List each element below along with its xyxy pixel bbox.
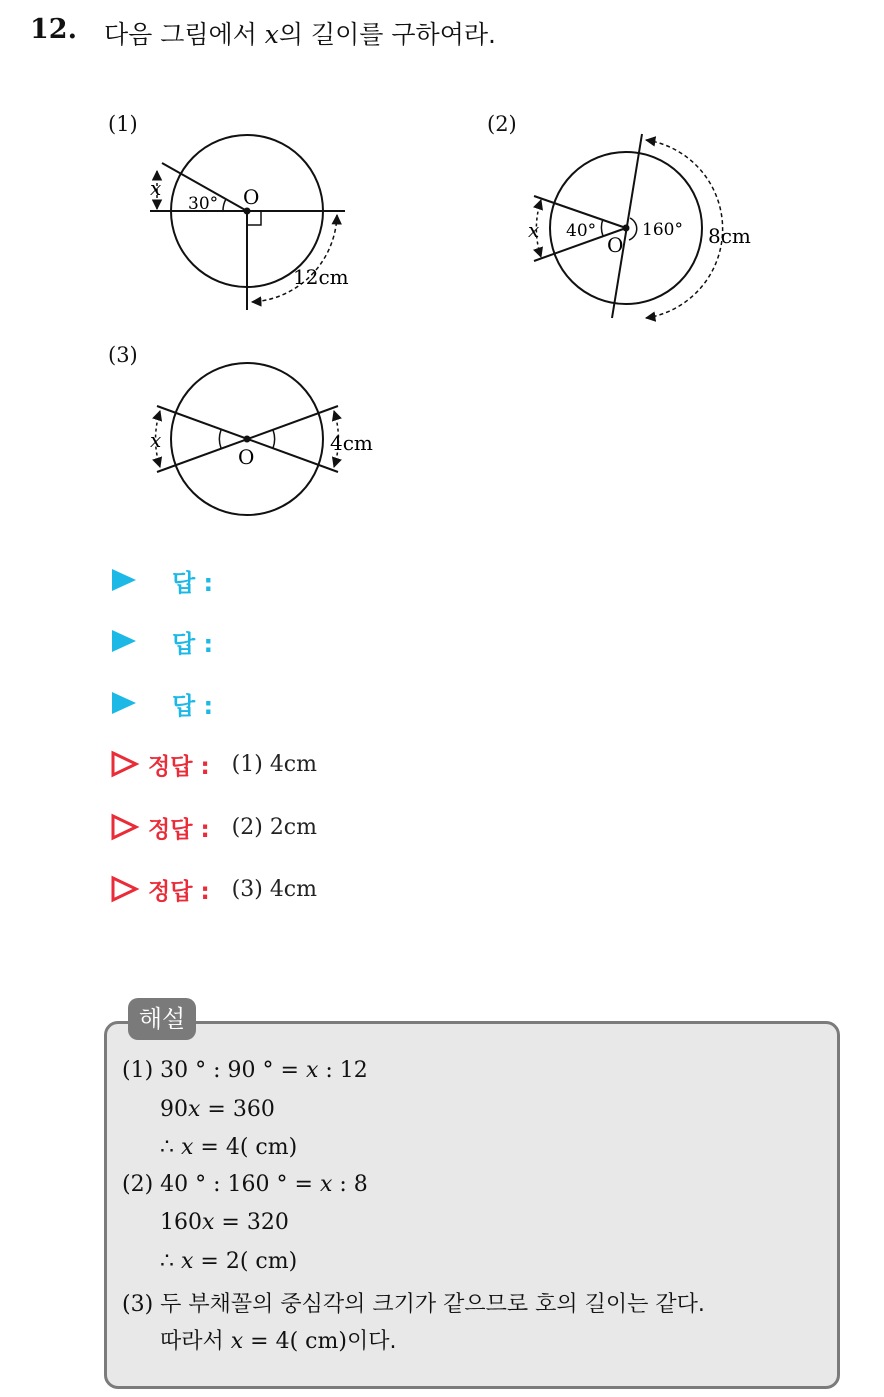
figure-2-arc-label: 8cm [708, 224, 751, 248]
solution-value-2: (2) 2cm [231, 814, 317, 840]
figure-1-center-label: O [243, 185, 260, 209]
eq-variable: x [305, 1058, 319, 1083]
figure-1-angle-arc [223, 199, 226, 211]
explanation-p1-eq2 [160, 1097, 275, 1122]
solution-label-3: 정답 : [148, 878, 210, 905]
eq-part: 160 [160, 1210, 202, 1235]
explanation-p1-eq3 [160, 1135, 297, 1160]
eq-part: 따라서 [160, 1329, 231, 1354]
outline-triangle-icon [110, 813, 140, 841]
eq-part: ∴ [160, 1135, 181, 1160]
figure-3-x-label: x [150, 428, 162, 452]
question-text-after: 의 길이를 구하여라. [278, 20, 496, 49]
figure-2-angle-arc-40 [601, 219, 603, 236]
answer-label-2: 답 : [172, 629, 214, 658]
figure-1-arc-label: 12cm [293, 265, 349, 289]
figure-2-angle-40-label: 40° [566, 221, 597, 241]
explanation-p2-label: (2) [122, 1172, 154, 1197]
explanation-p2-eq1 [122, 1172, 368, 1197]
solution-row-3 [110, 869, 317, 909]
solution-value-3: (3) 4cm [231, 876, 317, 902]
answer-label-1: 답 : [172, 568, 214, 597]
eq-variable: x [202, 1210, 215, 1235]
eq-part: = 320 [214, 1210, 289, 1235]
play-triangle-icon [110, 567, 138, 593]
answer-row-2 [110, 621, 213, 661]
figure-2-label: (2) [487, 112, 517, 136]
eq-part: 이다. [346, 1329, 397, 1354]
explanation-p3-text [122, 1287, 705, 1318]
figure-1-label: (1) [108, 112, 138, 136]
eq-variable: x [181, 1135, 194, 1160]
answer-row-1 [110, 560, 213, 600]
figure-3-label: (3) [108, 343, 138, 367]
eq-part: ∴ [160, 1249, 181, 1274]
eq-part: = 360 [200, 1097, 275, 1122]
answer-label-3: 답 : [172, 691, 214, 720]
figure-3-center-dot [244, 436, 251, 443]
solution-row-2 [110, 807, 317, 847]
figure-1-angle-label: 30° [188, 194, 219, 214]
question-number: 12. [30, 14, 77, 45]
eq-part: = 4( cm) [193, 1135, 298, 1160]
explanation-p1-eq1 [122, 1058, 368, 1083]
explanation-p2-eq2 [160, 1210, 289, 1235]
play-triangle-icon [110, 690, 138, 716]
solution-row-1 [110, 744, 317, 784]
solution-value-1: (1) 4cm [231, 751, 317, 777]
figure-1-diagram [140, 125, 370, 320]
question-variable: x [264, 20, 279, 49]
solution-label-2: 정답 : [148, 816, 210, 843]
figure-1-x-label: x [150, 176, 162, 200]
figure-2-x-label: x [528, 218, 540, 242]
question-text-before: 다음 그림에서 [104, 20, 265, 49]
figure-2-diagram [520, 125, 760, 330]
explanation-p2-eq3 [160, 1249, 297, 1274]
solution-label-1: 정답 : [148, 753, 210, 780]
eq-variable: x [188, 1097, 201, 1122]
eq-part: = 4( cm) [243, 1329, 347, 1354]
eq-variable: x [181, 1249, 194, 1274]
figure-3-angle-arc-left [219, 430, 221, 448]
eq-part: 90 [160, 1097, 188, 1122]
eq-part: : 12 [318, 1058, 368, 1083]
figure-2-center-dot [623, 225, 630, 232]
outline-triangle-icon [110, 875, 140, 903]
answer-row-3 [110, 683, 213, 723]
figure-3-arc-label: 4cm [330, 431, 373, 455]
figure-3-center-label: O [238, 445, 255, 469]
explanation-p3-label: (3) [122, 1292, 154, 1317]
figure-3-angle-arc-right [273, 430, 275, 448]
figure-2-angle-arc-160 [629, 218, 637, 240]
figure-2-angle-160-label: 160° [642, 220, 683, 240]
eq-part: 30 ° : 90 ° = [160, 1058, 306, 1083]
eq-variable: x [319, 1172, 333, 1197]
eq-part: : 8 [332, 1172, 368, 1197]
eq-part: 40 ° : 160 ° = [160, 1172, 320, 1197]
figure-3-diagram [145, 355, 385, 520]
explanation-p3-sentence: 두 부채꼴의 중심각의 크기가 같으므로 호의 길이는 같다. [160, 1292, 705, 1317]
figure-2-center-label: O [607, 233, 624, 257]
question-text [104, 15, 496, 51]
outline-triangle-icon [110, 750, 140, 778]
eq-variable: x [230, 1329, 244, 1354]
explanation-p3-eq [160, 1324, 396, 1355]
eq-part: = 2( cm) [193, 1249, 298, 1274]
play-triangle-icon [110, 628, 138, 654]
explanation-tag: 해설 [128, 998, 196, 1040]
explanation-p1-label: (1) [122, 1058, 154, 1083]
